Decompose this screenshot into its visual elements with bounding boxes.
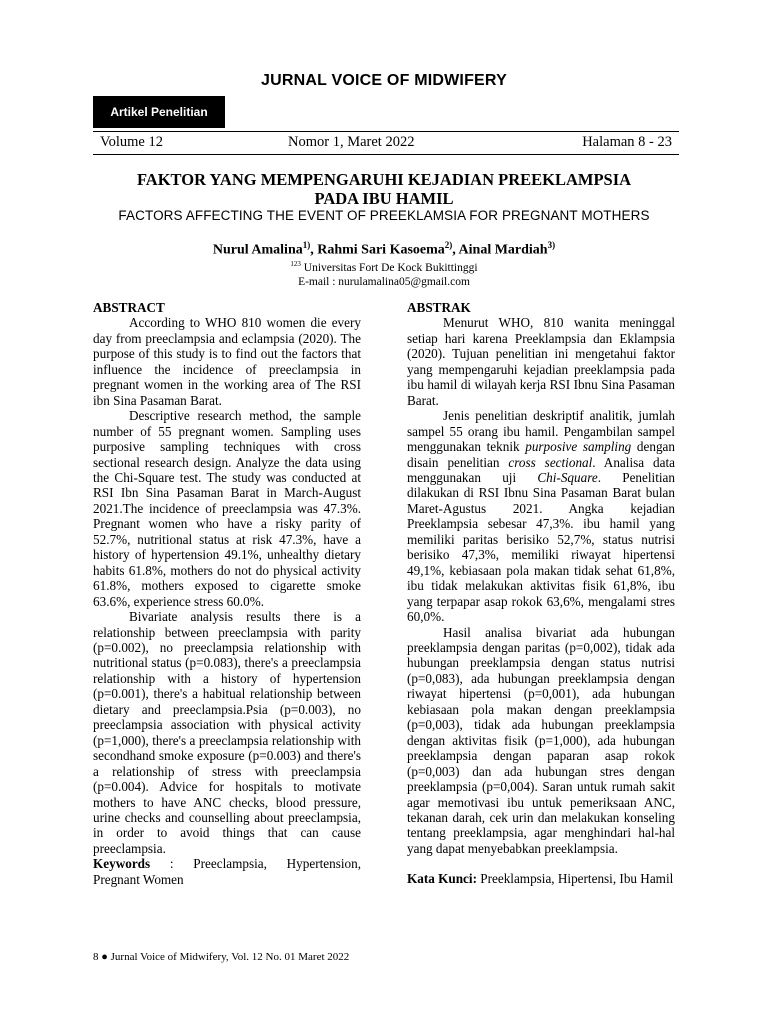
kata-kunci-text: Preeklampsia, Hipertensi, Ibu Hamil bbox=[476, 871, 674, 887]
author-name: Ainal Mardiah bbox=[458, 242, 548, 258]
abstract-english-column bbox=[93, 300, 361, 887]
kata-kunci bbox=[407, 871, 675, 886]
author-name: Nurul Amalina bbox=[212, 242, 303, 258]
abstract-heading: ABSTRACT bbox=[93, 300, 165, 315]
author-email: E-mail : nurulamalina05@gmail.com bbox=[298, 275, 470, 288]
keywords-text: : Preeclampsia, Hypertension, Pregnant Women bbox=[93, 856, 361, 887]
abstrak-text: . Penelitian dilakukan di RSI Ibnu Sina Pasaman Barat bulan Maret-Agustus 2021. Angka kejadian Preeklampsia sebesar 47,3%. ibu hamil yang memiliki paritas berisiko 52,7%, status nutrisi berisiko 47,3%, memiliki riwayat hipertensi 49,1%, kebiasaan pola makan tidak sehat 61,8%, ibu tidak melakukan aktivitas fisik 61,8%, ibu yang terpapar asap rokok 63,6%, mengalami stres 60,0%. bbox=[407, 469, 675, 625]
author-name: Rahmi Sari Kasoema bbox=[317, 242, 445, 258]
abstrak-text: . Analisa data menggunakan uji bbox=[407, 454, 675, 485]
abstract-indonesian-column bbox=[407, 300, 675, 887]
abstract-paragraph-1: According to WHO 810 women die every day from preeclampsia and eclampsia (2020). The purpose of this study is to find out the factors that influence the incidence of preeclampsia in pregnant women in the working area of The RSI ibn Sina Pasaman Barat. bbox=[93, 315, 361, 408]
abstrak-paragraph-1: Menurut WHO, 810 wanita meninggal setiap hari karena Preeklampsia dan Eklampsia (2020). Tujuan penelitian ini mengetahui faktor yang mempengaruhi kejadian preeklampsia pada ibu hamil di wilayah kerja RSI Ibnu Sina Pasaman Barat. bbox=[407, 315, 675, 408]
keywords-label: Keywords bbox=[93, 856, 151, 872]
abstrak-term: cross sectional bbox=[508, 454, 593, 470]
abstrak-text: dengan disain penelitian bbox=[407, 439, 675, 470]
abstract-paragraph-3: Bivariate analysis results there is a relationship between preeclampsia with parity (p=0.002), no preeclampsia relationship with nutritional status (p=0.083), there's a preeclampsia relationship with a history of hypertension (p=0.001), there's a habitual relationship between dietary and preeclampsia.Psia (p=0.003), no preeclampsia association with physical activity (p=1,000), there's a preeclampsia relationship with secondhand smoke exposure (p=0.003) and there's a relationship of stress with preeclampsia (p=0.004). Advice for hospitals to motivate mothers to have ANC checks, blood pressure, urine checks and counselling about preeclampsia, in order to avoid things that can cause preeclampsia. bbox=[93, 609, 361, 856]
header-rule-bottom bbox=[93, 154, 679, 155]
keywords bbox=[93, 856, 361, 887]
author-affiliation-marker: 1) bbox=[302, 240, 311, 250]
abstrak-paragraph-3: Hasil analisa bivariat ada hubungan preeklampsia dengan paritas (p=0,002), tidak ada hubungan preeklampsia dengan status nutrisi (p=0,083), ada hubungan preeklampsia dengan riwayat hipertensi (p=0,001), ada hubungan kebiasaan pola makan dengan preeklampsia (p=0,003), tidak ada hubungan preeklampsia dengan aktivitas fisik (p=1,000), ada hubungan preeklampsia dengan paparan asap rokok (p=0,003) dan ada hubungan stres dengan preeklampsia (p=0,004). Saran untuk rumah sakit agar memotivasi ibu untuk pemeriksaan ANC, tekanan darah, cek urin dan melakukan konseling tentang preeklampsia, agar menghindari hal-hal yang dapat menyebabkan preeklampsia. bbox=[407, 624, 675, 856]
volume-label: Volume 12 bbox=[100, 134, 163, 150]
journal-title: JURNAL VOICE OF MIDWIFERY bbox=[261, 72, 507, 89]
affiliation-marker: 123 bbox=[290, 260, 301, 268]
article-type-badge: Artikel Penelitian bbox=[93, 96, 225, 128]
page-range-label: Halaman 8 - 23 bbox=[582, 134, 672, 150]
article-title-english: FACTORS AFFECTING THE EVENT OF PREEKLAMSIA FOR PREGNANT MOTHERS bbox=[118, 208, 650, 223]
affiliation bbox=[0, 257, 768, 275]
page-footer: 8 ● Jurnal Voice of Midwifery, Vol. 12 No. 01 Maret 2022 bbox=[93, 951, 350, 963]
kata-kunci-label: Kata Kunci: bbox=[407, 871, 477, 887]
author-affiliation-marker: 3) bbox=[547, 240, 556, 250]
header-rule-top bbox=[93, 131, 679, 132]
author-list: Nurul Amalina$^{1)}$, Rahmi Sari Kasoema$^{2)}$, Ainal Mardiah$^{3)}$ bbox=[212, 240, 556, 258]
author-affiliation-marker: 2) bbox=[444, 240, 453, 250]
article-title-line-2: PADA IBU HAMIL bbox=[314, 189, 454, 208]
abstrak-heading: ABSTRAK bbox=[407, 300, 471, 315]
article-title-indonesian bbox=[60, 170, 708, 208]
affiliation-name: Universitas Fort De Kock Bukittinggi bbox=[300, 261, 478, 274]
spacer bbox=[407, 856, 675, 871]
affiliation-block bbox=[0, 257, 768, 289]
abstract-paragraph-2: Descriptive research method, the sample number of 55 pregnant women. Sampling uses purposive sampling techniques with cross sectional research design. Analyze the data using the Chi-Square test. The study was conducted at RSI Ibn Sina Pasaman Barat in March-August 2021.The incidence of preeclampsia was 47.3%. Pregnant women who have a risky parity of 52.7%, nutritional status at risk 47.3%, have a history of hypertension 49.1%, unhealthy dietary habits 61.8%, mothers do not do physical activity 61.8%, mothers exposed to cigarette smoke 63.6%, experience stress 60.0%. bbox=[93, 408, 361, 609]
abstrak-text: Jenis penelitian deskriptif analitik, jumlah sampel 55 orang ibu hamil. Pengambilan sampel menggunakan teknik bbox=[407, 408, 675, 455]
abstrak-paragraph-2 bbox=[407, 408, 675, 624]
abstrak-term: Chi-Square bbox=[537, 469, 598, 485]
article-title-line-1: FAKTOR YANG MEMPENGARUHI KEJADIAN PREEKLAMPSIA bbox=[136, 170, 632, 189]
abstrak-term: purposive sampling bbox=[525, 439, 632, 455]
issue-number-label: Nomor 1, Maret 2022 bbox=[288, 134, 415, 150]
